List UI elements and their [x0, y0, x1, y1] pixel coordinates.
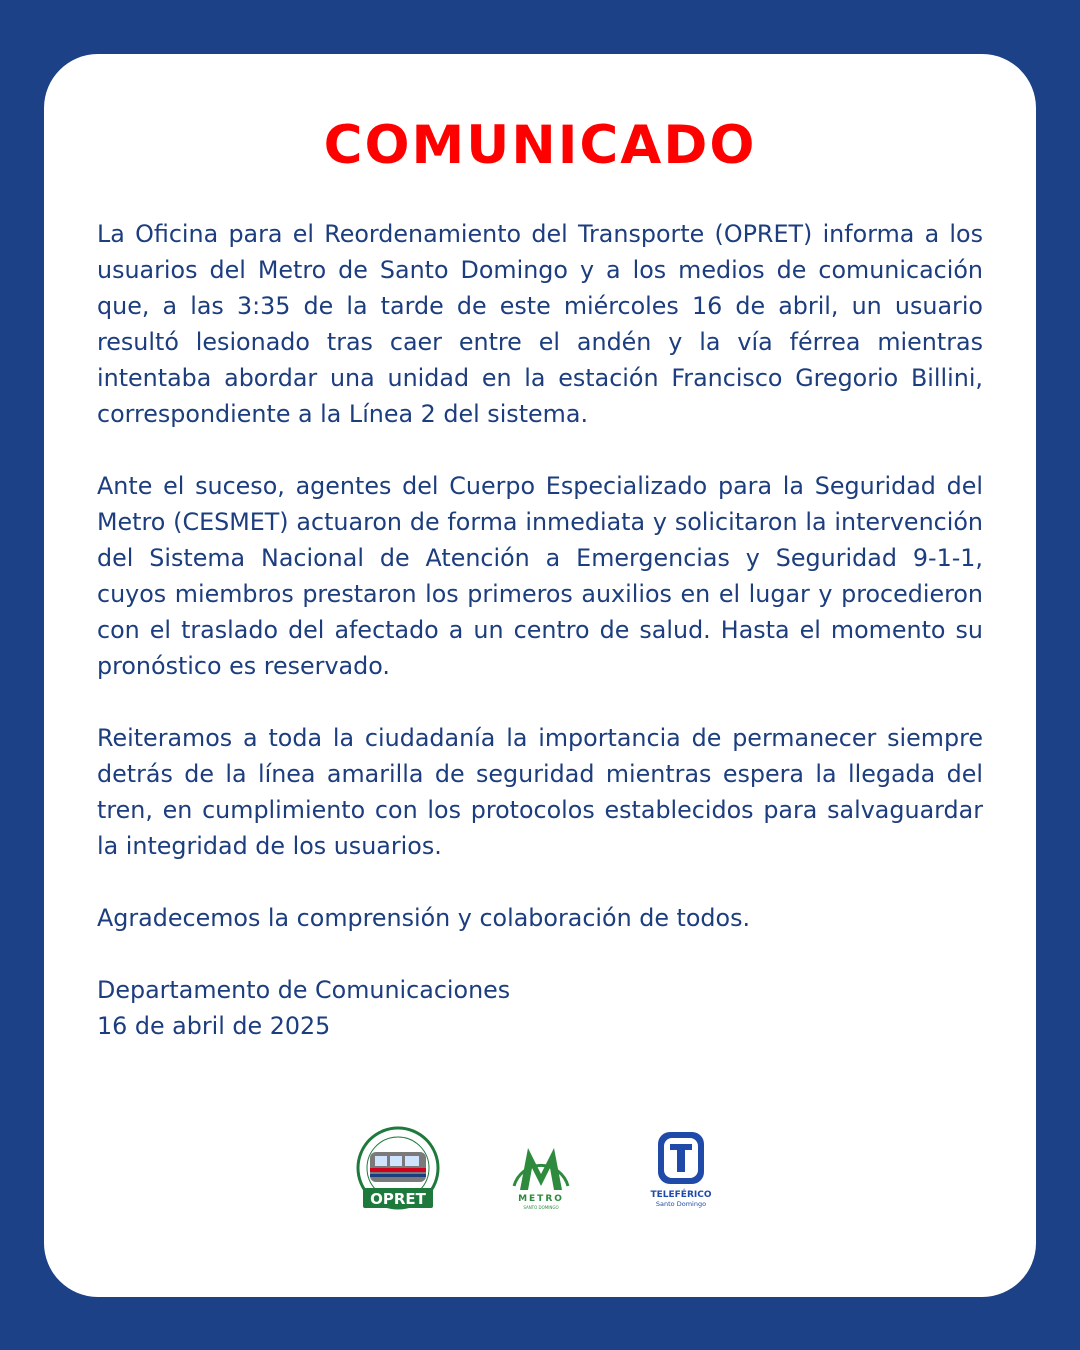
- opret-logo-text: OPRET: [370, 1190, 426, 1208]
- signature-date: 16 de abril de 2025: [97, 1012, 331, 1040]
- metro-logo: [506, 1128, 576, 1212]
- teleferico-logo: [641, 1128, 721, 1212]
- signature-department: Departamento de Comunicaciones: [97, 976, 511, 1004]
- logo-row: [44, 1128, 1036, 1212]
- page-title: COMUNICADO: [323, 115, 757, 176]
- metro-logo-subtext: SANTO DOMINGO: [523, 1205, 559, 1210]
- opret-logo: [350, 1128, 446, 1212]
- paragraph-incident: La Oficina para el Reordenamiento del Transporte (OPRET) informa a los usuarios del Metro de Santo Domingo y a los medios de comunicación que, a las 3:35 de la tarde de este miércoles 16 de abril, un usuario resultó lesionado tras caer entre el andén y la vía férrea mientras intentaba abordar una unidad en la estación Francisco Gregorio Billini, correspondiente a la Línea 2 del sistema.: [97, 220, 983, 428]
- paragraph-response: Ante el suceso, agentes del Cuerpo Especializado para la Seguridad del Metro (CESMET) actuaron de forma inmediata y solicitaron la intervención del Sistema Nacional de Atención a Emergencias y Seguridad 9-1-1, cuyos miembros prestaron los primeros auxilios en el lugar y procedieron con el traslado del afectado a un centro de salud. Hasta el momento su pronóstico es reservado.: [97, 472, 983, 680]
- announcement-card: [44, 54, 1036, 1297]
- teleferico-logo-subtext: Santo Domingo: [655, 1200, 707, 1208]
- metro-logo-text: METRO: [518, 1194, 564, 1204]
- paragraph-thanks: Agradecemos la comprensión y colaboración de todos.: [97, 904, 751, 932]
- announcement-body: [97, 216, 983, 1044]
- teleferico-logo-text: TELEFÉRICO: [650, 1190, 712, 1200]
- paragraph-safety-reminder: Reiteramos a toda la ciudadanía la importancia de permanecer siempre detrás de la línea amarilla de seguridad mientras espera la llegada del tren, en cumplimiento con los protocolos establecidos para salvaguardar la integridad de los usuarios.: [97, 724, 983, 860]
